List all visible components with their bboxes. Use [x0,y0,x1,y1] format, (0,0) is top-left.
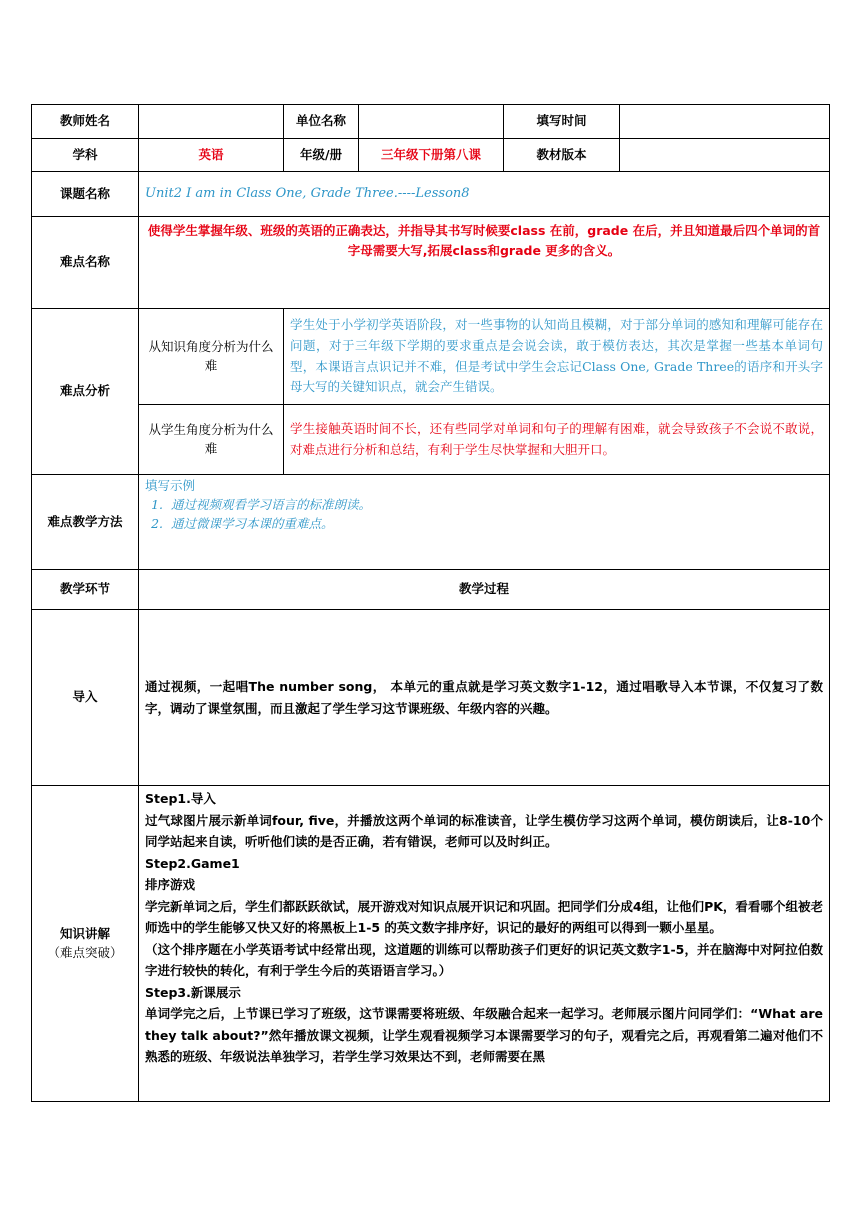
student-angle-label: 从学生角度分析为什么难 [139,405,284,475]
knowledge-explain-label-cell [32,786,139,1102]
fill-time-label: 填写时间 [504,105,620,139]
step2-subtitle: 排序游戏 [145,877,196,892]
subject-row [32,139,830,172]
intro-label: 导入 [32,610,139,786]
teaching-method-label: 难点教学方法 [32,475,139,570]
lesson-plan-table [31,104,830,1102]
difficulty-name-cell [139,217,830,309]
step2-text: 学完新单词之后，学生们都跃跃欲试，展开游戏对知识点展开识记和巩固。把同学们分成4组，让他们PK，看看哪个组被老师选中的学生能够又快又好的将黑板上1-5 的英文数字排序好，识记的最好的两组可以得到一颗小星星。 [145,898,823,935]
lesson-title-label: 课题名称 [32,172,139,217]
step3-title: Step3.新课展示 [145,984,241,1000]
teaching-method-list [145,496,823,534]
knowledge-explain-cell [139,786,830,1102]
analysis-row-knowledge [32,309,830,405]
lesson-plan-page [31,104,829,1102]
teacher-name-value [139,105,284,139]
step3-text: 单词学完之后，上节课已学习了班级，这节课需要将班级、年级融合起来一起学习。老师展示图片问同学们：“What are they talk about?”然年播放课文视频，让学生观看视频学习本课需要学习的句子，观看完之后，再观看第二遍对他们不熟悉的班级、年级说法单独学习，若学生学习效果达不到，老师需要在黑 [145,1006,823,1064]
grade-value: 三年级下册第八课 [359,139,504,172]
difficulty-analysis-label: 难点分析 [32,309,139,475]
knowledge-angle-label: 从知识角度分析为什么难 [139,309,284,405]
difficulty-name-value: 使得学生掌握年级、班级的英语的正确表达，并指导其书写时候要class 在前，grade 在后，并且知道最后四个单词的首字母需要大写,拓展class和grade 更多的含义。 [147,223,821,258]
teaching-process-label: 教学过程 [139,570,830,610]
knowledge-explain-sublabel: （难点突破） [47,944,123,960]
knowledge-angle-text: 学生处于小学初学英语阶段，对一些事物的认知尚且模糊，对于部分单词的感知和理解可能存在问题，对于三年级下学期的要求重点是会说会读，敢于模仿表达，其次是掌握一些基本单词句型，本课语言点识记并不难，但是考试中学生会忘记Class One, Grade Three的语序和开头字母大写的关键知识点，就会产生错误。 [284,309,830,405]
header-row [32,105,830,139]
edition-value [620,139,830,172]
teaching-method-item: 2. 通过微课学习本课的重难点。 [167,515,823,534]
teaching-method-heading: 填写示例 [145,478,196,493]
step1-text: 过气球图片展示新单词four, five，并播放这两个单词的标准读音，让学生模仿学习这两个单词，模仿朗读后，让8-10个同学站起来自读，听听他们读的是否正确，若有错误，老师可以及时纠正。 [145,812,823,849]
step2-note: （这个排序题在小学英语考试中经常出现，这道题的训练可以帮助孩子们更好的识记英文数字1-5，并在脑海中对阿拉伯数字进行较快的转化，有利于学生今后的英语语言学习。） [145,941,823,978]
unit-name-value [359,105,504,139]
teacher-name-label: 教师姓名 [32,105,139,139]
step1-title: Step1.导入 [145,791,216,806]
edition-label: 教材版本 [504,139,620,172]
teaching-method-item: 1. 通过视频观看学习语言的标准朗读。 [167,496,823,515]
teaching-stage-label: 教学环节 [32,570,139,610]
subject-value: 英语 [139,139,284,172]
knowledge-explain-label: 知识讲解 [59,925,110,941]
fill-time-value [620,105,830,139]
difficulty-name-label: 难点名称 [32,217,139,309]
step2-title: Step2.Game1 [145,855,240,871]
intro-row [32,610,830,786]
intro-text: 通过视频，一起唱The number song， 本单元的重点就是学习英文数字1-12，通过唱歌导入本节课，不仅复习了数字，调动了课堂氛围，而且激起了学生学习这节课班级、年级内容的兴趣。 [139,610,830,786]
student-angle-text: 学生接触英语时间不长，还有些同学对单词和句子的理解有困难，就会导致孩子不会说不敢说，对难点进行分析和总结，有利于学生尽快掌握和大胆开口。 [284,405,830,475]
methods-row [32,475,830,570]
analysis-row-student [32,405,830,475]
lesson-row [32,172,830,217]
unit-name-label: 单位名称 [284,105,359,139]
lesson-title-value: Unit2 I am in Class One, Grade Three.----Lesson8 [139,172,830,217]
grade-label: 年级/册 [284,139,359,172]
teaching-method-cell [139,475,830,570]
difficulty-row [32,217,830,309]
process-header-row [32,570,830,610]
knowledge-row [32,786,830,1102]
subject-label: 学科 [32,139,139,172]
